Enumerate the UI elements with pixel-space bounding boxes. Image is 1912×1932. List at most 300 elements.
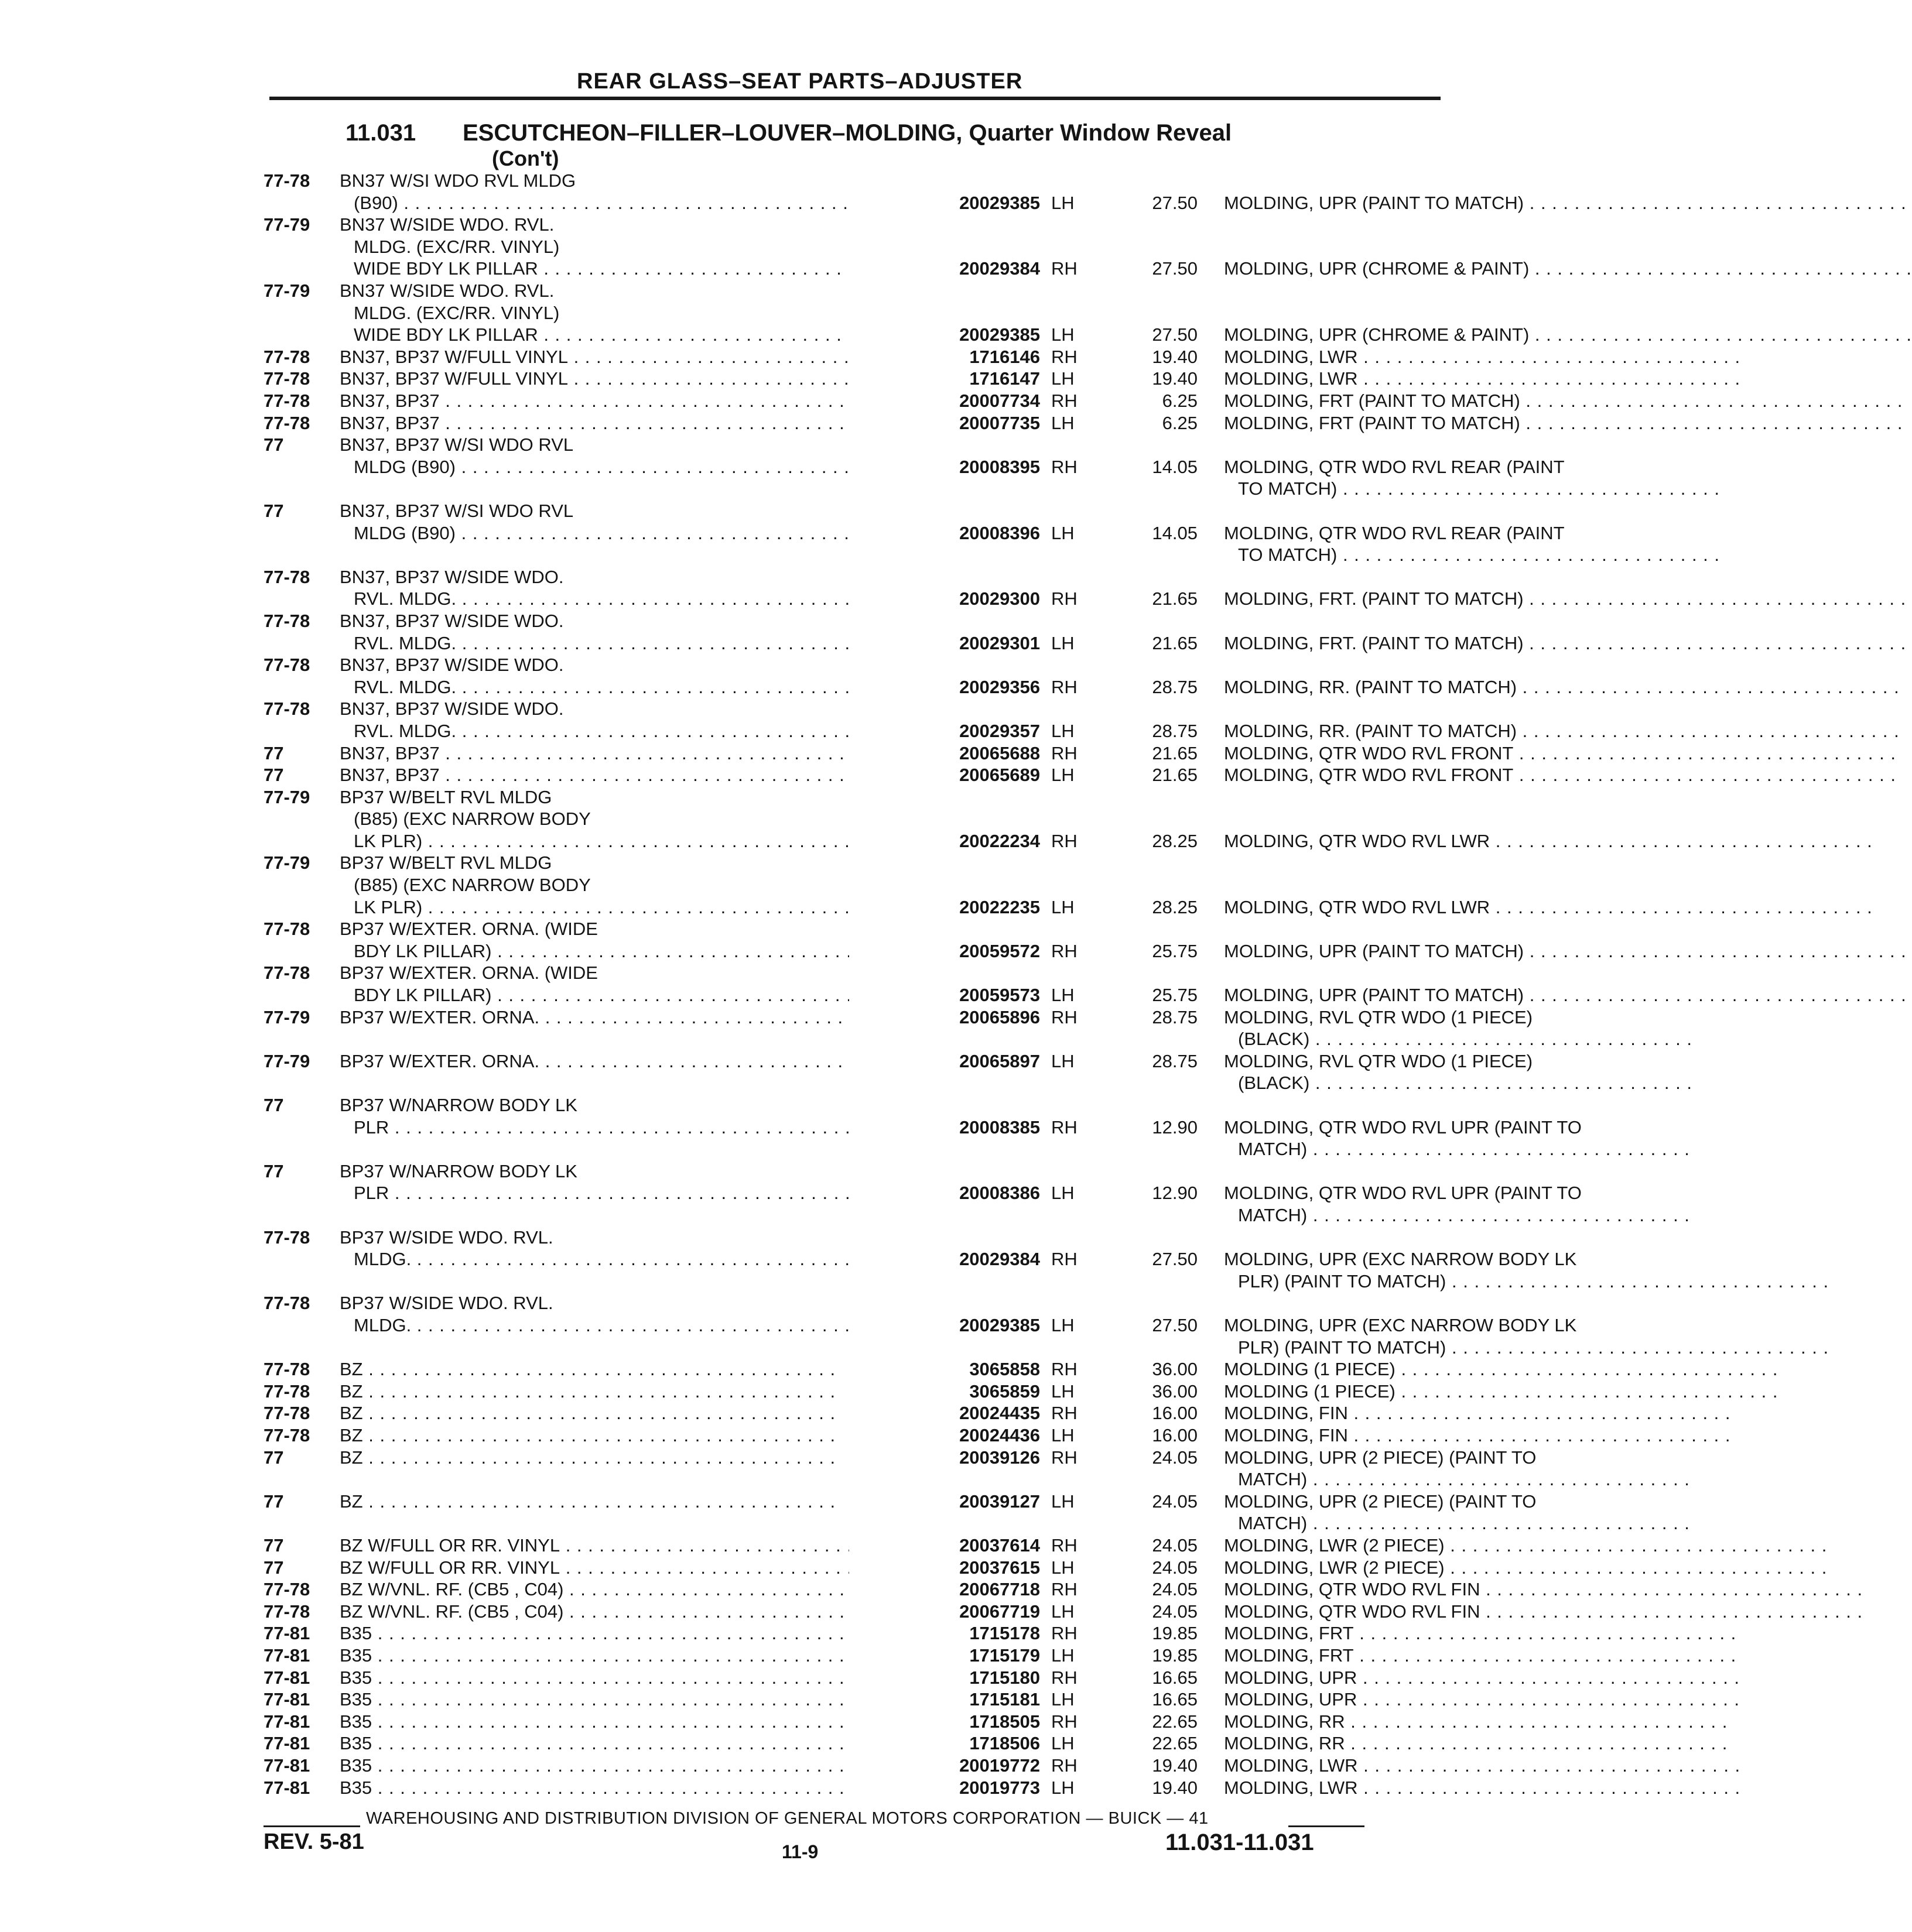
list-price: 19.85 <box>1152 1623 1198 1644</box>
description-line: BZ . . . <box>340 1447 911 1469</box>
description-line: BN37, BP37 W/FULL VINYL . . . <box>340 346 911 368</box>
parts-row <box>264 390 1520 412</box>
part-name <box>1224 1381 1634 1403</box>
list-price: 22.65 <box>1152 1711 1198 1732</box>
part-number: 20029300 <box>849 588 1040 610</box>
parts-row <box>264 1777 1376 1799</box>
description-line: B35 . . . <box>340 1622 911 1645</box>
part-number: 20029385 <box>849 324 1040 346</box>
parts-row <box>264 1447 1537 1491</box>
parts-row <box>264 1622 1376 1645</box>
part-name <box>1224 1248 1634 1292</box>
side-code: RH <box>1051 588 1078 609</box>
part-name-line: MOLDING, RVL QTR WDO (1 PIECE) <box>1224 1050 1533 1071</box>
description-line: RVL. MLDG. . . . <box>340 676 911 698</box>
application-description <box>340 1534 911 1557</box>
part-name <box>1224 1777 1634 1799</box>
description-line: BN37, BP37 W/SI WDO RVL <box>340 500 574 521</box>
part-name <box>1224 324 1634 346</box>
application-description <box>340 1557 911 1579</box>
part-number: 20067719 <box>849 1601 1040 1623</box>
parts-row <box>264 1667 1376 1689</box>
description-line: BZ . . . <box>340 1424 911 1447</box>
part-name <box>1224 368 1634 390</box>
part-number: 20019772 <box>849 1755 1040 1777</box>
part-name <box>1224 1006 1634 1050</box>
list-price: 12.90 <box>1152 1116 1198 1138</box>
list-price: 27.50 <box>1152 258 1198 279</box>
part-name-line: MOLDING, QTR WDO RVL LWR . . . <box>1224 896 1634 919</box>
part-name-line: MATCH) . . . <box>1224 1138 1634 1160</box>
list-price: 24.05 <box>1152 1534 1198 1556</box>
part-name <box>1224 764 1634 786</box>
part-number: 20039126 <box>849 1447 1040 1469</box>
model-year: 77-78 <box>264 1381 310 1402</box>
description-line: MLDG (B90) . . . <box>340 456 911 478</box>
description-line: BP37 W/EXTER. ORNA. (WIDE <box>340 919 598 940</box>
application-description <box>340 368 911 390</box>
part-name <box>1224 1688 1634 1711</box>
parts-row <box>264 1534 1445 1557</box>
list-price: 28.75 <box>1152 676 1198 697</box>
part-number: 20029385 <box>849 1314 1040 1337</box>
parts-row <box>264 500 1565 566</box>
list-price: 24.05 <box>1152 1491 1198 1512</box>
part-number: 20008396 <box>849 522 1040 544</box>
parts-row <box>264 1094 1582 1160</box>
application-description <box>340 1447 911 1469</box>
application-description <box>340 852 911 918</box>
page-number: 11-9 <box>782 1841 819 1862</box>
part-number: 20022234 <box>849 830 1040 852</box>
side-code: LH <box>1051 1425 1075 1445</box>
part-number: 1716147 <box>849 368 1040 390</box>
description-line: RVL. MLDG. . . . <box>340 632 911 655</box>
description-line: BP37 W/SIDE WDO. RVL. <box>340 1227 553 1248</box>
parts-row <box>264 764 1514 786</box>
part-number: 20022235 <box>849 896 1040 919</box>
description-line: BN37 W/SIDE WDO. RVL. <box>340 280 555 301</box>
part-name <box>1224 1491 1634 1534</box>
part-number: 1715179 <box>849 1645 1040 1667</box>
side-code: RH <box>1051 940 1078 961</box>
model-year: 77-78 <box>264 655 310 676</box>
part-name <box>1224 1601 1634 1623</box>
description-line: BN37, BP37 W/SIDE WDO. <box>340 566 564 587</box>
side-code: RH <box>1051 1711 1078 1732</box>
part-name <box>1224 1578 1634 1601</box>
section-continued: (Con't) <box>492 146 559 170</box>
parts-row <box>264 1227 1577 1293</box>
part-number: 20008385 <box>849 1116 1040 1139</box>
part-name-line: MOLDING, FRT (PAINT TO MATCH) . . . <box>1224 390 1634 412</box>
description-line: BN37 W/SIDE WDO. RVL. <box>340 214 555 235</box>
description-line: RVL. MLDG. . . . <box>340 588 911 610</box>
description-line: B35 . . . <box>340 1777 911 1799</box>
model-year: 77-81 <box>264 1667 310 1688</box>
description-line: WIDE BDY LK PILLAR . . . <box>340 324 911 346</box>
part-name-line: PLR) (PAINT TO MATCH) . . . <box>1224 1337 1634 1359</box>
part-name <box>1224 1557 1634 1579</box>
part-name <box>1224 1534 1634 1557</box>
parts-row <box>264 1711 1376 1733</box>
model-year: 77-81 <box>264 1777 310 1798</box>
part-name <box>1224 456 1634 500</box>
model-year: 77-78 <box>264 1601 310 1622</box>
description-line: PLR . . . <box>340 1116 911 1139</box>
part-name-line: MOLDING, UPR (PAINT TO MATCH) . . . <box>1224 192 1634 214</box>
page-title: REAR GLASS–SEAT PARTS–ADJUSTER <box>577 69 1023 94</box>
parts-row <box>264 434 1565 500</box>
list-price: 28.75 <box>1152 1006 1198 1027</box>
application-description <box>340 1622 911 1645</box>
description-line: (B85) (EXC NARROW BODY <box>354 809 591 830</box>
parts-row <box>264 1601 1480 1623</box>
side-code: LH <box>1051 1381 1075 1402</box>
list-price: 12.90 <box>1152 1183 1198 1204</box>
part-number: 3065859 <box>849 1381 1040 1403</box>
description-line: BN37, BP37 . . . <box>340 742 911 765</box>
part-number: 20039127 <box>849 1491 1040 1513</box>
side-code: RH <box>1051 1623 1078 1644</box>
list-price: 27.50 <box>1152 1249 1198 1270</box>
part-number: 20019773 <box>849 1777 1040 1799</box>
part-name <box>1224 720 1634 742</box>
side-code: RH <box>1051 676 1078 697</box>
part-name <box>1224 676 1634 698</box>
side-code: RH <box>1051 1755 1078 1776</box>
description-line: BN37, BP37 W/SIDE WDO. <box>340 698 564 720</box>
section-range: 11.031-11.031 <box>1165 1830 1314 1855</box>
part-name-line: MOLDING, QTR WDO RVL FIN . . . <box>1224 1601 1634 1623</box>
list-price: 16.65 <box>1152 1667 1198 1688</box>
list-price: 19.85 <box>1152 1645 1198 1666</box>
model-year: 77 <box>264 1534 284 1556</box>
part-number: 20059573 <box>849 984 1040 1006</box>
part-number: 20065688 <box>849 742 1040 765</box>
part-name <box>1224 896 1634 919</box>
application-description <box>340 1094 911 1138</box>
list-price: 14.05 <box>1152 522 1198 543</box>
side-code: LH <box>1051 632 1075 653</box>
part-number: 20065897 <box>849 1050 1040 1073</box>
list-price: 27.50 <box>1152 324 1198 345</box>
list-price: 21.65 <box>1152 742 1198 763</box>
model-year: 77-78 <box>264 566 310 587</box>
part-number: 1716146 <box>849 346 1040 368</box>
parts-row <box>264 1424 1376 1447</box>
model-year: 77-79 <box>264 214 310 235</box>
parts-row <box>264 610 1524 654</box>
side-code: LH <box>1051 324 1075 345</box>
model-year: 77-81 <box>264 1689 310 1710</box>
part-name <box>1224 1182 1634 1226</box>
description-line: BN37, BP37 W/FULL VINYL . . . <box>340 368 911 390</box>
application-description <box>340 962 911 1006</box>
side-code: LH <box>1051 1733 1075 1754</box>
list-price: 28.25 <box>1152 896 1198 917</box>
list-price: 27.50 <box>1152 192 1198 213</box>
description-line: B35 . . . <box>340 1688 911 1711</box>
list-price: 24.05 <box>1152 1601 1198 1622</box>
part-name <box>1224 346 1634 368</box>
footer-rule-right <box>1288 1825 1364 1827</box>
model-year: 77-81 <box>264 1711 310 1732</box>
side-code: RH <box>1051 456 1078 477</box>
application-description <box>340 566 911 610</box>
application-description <box>340 1358 911 1381</box>
part-name <box>1224 984 1634 1006</box>
part-number: 20037615 <box>849 1557 1040 1579</box>
part-name-line: MOLDING, LWR . . . <box>1224 1777 1634 1799</box>
application-description <box>340 434 911 478</box>
list-price: 19.40 <box>1152 1755 1198 1776</box>
parts-row <box>264 1645 1376 1667</box>
description-line: BP37 W/NARROW BODY LK <box>340 1095 577 1116</box>
part-number: 3065858 <box>849 1358 1040 1381</box>
side-code: LH <box>1051 522 1075 543</box>
part-name-line: MOLDING (1 PIECE) . . . <box>1224 1358 1634 1381</box>
part-number: 20029384 <box>849 258 1040 280</box>
application-description <box>340 742 911 765</box>
part-number: 20059572 <box>849 940 1040 962</box>
description-line: BN37, BP37 W/SI WDO RVL <box>340 434 574 455</box>
part-number: 1715180 <box>849 1667 1040 1689</box>
model-year: 77 <box>264 1557 284 1578</box>
part-number: 1715181 <box>849 1688 1040 1711</box>
side-code: RH <box>1051 1006 1078 1027</box>
part-number: 20029385 <box>849 192 1040 214</box>
description-line: BN37, BP37 . . . <box>340 390 911 412</box>
part-name-line: MOLDING, FRT . . . <box>1224 1622 1634 1645</box>
description-line: BP37 W/SIDE WDO. RVL. <box>340 1293 553 1314</box>
application-description <box>340 764 911 786</box>
side-code: LH <box>1051 1777 1075 1798</box>
part-name-line: MOLDING, RR. (PAINT TO MATCH) . . . <box>1224 720 1634 742</box>
description-line: B35 . . . <box>340 1645 911 1667</box>
side-code: RH <box>1051 1403 1078 1424</box>
description-line: BN37, BP37 . . . <box>340 764 911 786</box>
part-name-line: MOLDING (1 PIECE) . . . <box>1224 1381 1634 1403</box>
part-name-line: MOLDING, QTR WDO RVL FRONT . . . <box>1224 742 1634 765</box>
application-description <box>340 1667 911 1689</box>
list-price: 36.00 <box>1152 1381 1198 1402</box>
application-description <box>340 1777 911 1799</box>
part-name-line: TO MATCH) . . . <box>1224 478 1634 500</box>
part-name <box>1224 1314 1634 1358</box>
side-code: RH <box>1051 390 1078 411</box>
list-price: 16.00 <box>1152 1403 1198 1424</box>
part-name-line: MOLDING, UPR . . . <box>1224 1667 1634 1689</box>
parts-row <box>264 962 1524 1006</box>
parts-row <box>264 742 1514 765</box>
part-name-line: MOLDING, QTR WDO RVL UPR (PAINT TO <box>1224 1183 1582 1204</box>
description-line: BN37 W/SI WDO RVL MLDG <box>340 170 576 191</box>
description-line: MLDG. . . . <box>340 1248 911 1270</box>
part-number: 20067718 <box>849 1578 1040 1601</box>
application-description <box>340 1381 911 1403</box>
list-price: 6.25 <box>1162 390 1198 411</box>
description-line: BZ . . . <box>340 1491 911 1513</box>
description-line: WIDE BDY LK PILLAR . . . <box>340 258 911 280</box>
side-code: RH <box>1051 1116 1078 1138</box>
part-name-line: MOLDING, UPR (PAINT TO MATCH) . . . <box>1224 984 1634 1006</box>
part-name-line: MOLDING, RR. (PAINT TO MATCH) . . . <box>1224 676 1634 698</box>
part-number: 20008386 <box>849 1182 1040 1204</box>
side-code: RH <box>1051 1534 1078 1556</box>
model-year: 77-78 <box>264 610 310 631</box>
part-number: 20029384 <box>849 1248 1040 1270</box>
application-description <box>340 1755 911 1777</box>
part-name-line: MOLDING, LWR . . . <box>1224 346 1634 368</box>
side-code: LH <box>1051 765 1075 786</box>
description-line: B35 . . . <box>340 1755 911 1777</box>
part-number: 20007734 <box>849 390 1040 412</box>
description-line: BP37 W/NARROW BODY LK <box>340 1160 577 1181</box>
model-year: 77-79 <box>264 786 310 807</box>
part-name-line: MOLDING, LWR . . . <box>1224 368 1634 390</box>
side-code: LH <box>1051 1491 1075 1512</box>
model-year: 77-78 <box>264 390 310 411</box>
footer-rule-left <box>264 1825 360 1827</box>
part-name-line: MOLDING, FIN . . . <box>1224 1424 1634 1447</box>
side-code: LH <box>1051 1557 1075 1578</box>
application-description <box>340 1227 911 1270</box>
part-number: 20024435 <box>849 1402 1040 1424</box>
list-price: 28.75 <box>1152 1050 1198 1071</box>
list-price: 19.40 <box>1152 346 1198 367</box>
description-line: MLDG. (EXC/RR. VINYL) <box>354 302 560 323</box>
part-name-line: MOLDING, FIN . . . <box>1224 1402 1634 1424</box>
part-name <box>1224 522 1634 566</box>
side-code: LH <box>1051 1645 1075 1666</box>
parts-row <box>264 1381 1395 1403</box>
list-price: 19.40 <box>1152 368 1198 389</box>
part-name <box>1224 1402 1634 1424</box>
part-name <box>1224 1645 1634 1667</box>
model-year: 77-79 <box>264 1006 310 1027</box>
model-year: 77-78 <box>264 1293 310 1314</box>
list-price: 16.00 <box>1152 1425 1198 1445</box>
part-number: 20024436 <box>849 1424 1040 1447</box>
page-header <box>269 69 1441 100</box>
side-code: RH <box>1051 1447 1078 1468</box>
part-name <box>1224 412 1634 434</box>
application-description <box>340 786 911 852</box>
description-line: BP37 W/EXTER. ORNA. (WIDE <box>340 962 598 984</box>
application-description <box>340 1688 911 1711</box>
part-name-line: PLR) (PAINT TO MATCH) . . . <box>1224 1270 1634 1293</box>
parts-row <box>264 1402 1376 1424</box>
model-year: 77 <box>264 1160 284 1181</box>
description-line: MLDG (B90) . . . <box>340 522 911 544</box>
part-name <box>1224 1667 1634 1689</box>
part-number: 20037614 <box>849 1534 1040 1557</box>
application-description <box>340 918 911 962</box>
parts-row <box>264 918 1524 962</box>
part-name <box>1224 830 1634 852</box>
side-code: LH <box>1051 1689 1075 1710</box>
list-price: 25.75 <box>1152 985 1198 1006</box>
side-code: LH <box>1051 1601 1075 1622</box>
side-code: LH <box>1051 720 1075 741</box>
list-price: 16.65 <box>1152 1689 1198 1710</box>
list-price: 21.65 <box>1152 588 1198 609</box>
part-name <box>1224 1358 1634 1381</box>
part-name-line: MOLDING, QTR WDO RVL UPR (PAINT TO <box>1224 1116 1582 1138</box>
description-line: BP37 W/BELT RVL MLDG <box>340 786 552 807</box>
parts-row <box>264 346 1376 368</box>
part-number: 20029357 <box>849 720 1040 742</box>
model-year: 77 <box>264 434 284 455</box>
application-description <box>340 1050 911 1073</box>
application-description <box>340 1292 911 1336</box>
part-name-line: (BLACK) . . . <box>1224 1028 1634 1050</box>
side-code: RH <box>1051 830 1078 851</box>
model-year: 77 <box>264 1095 284 1116</box>
description-line: B35 . . . <box>340 1711 911 1733</box>
side-code: RH <box>1051 1249 1078 1270</box>
list-price: 21.65 <box>1152 632 1198 653</box>
model-year: 77-81 <box>264 1623 310 1644</box>
side-code: RH <box>1051 346 1078 367</box>
part-number: 20065896 <box>849 1006 1040 1029</box>
parts-row <box>264 280 1530 346</box>
parts-row <box>264 1578 1480 1601</box>
part-name-line: MOLDING, FRT. (PAINT TO MATCH) . . . <box>1224 588 1634 610</box>
parts-row <box>264 1755 1376 1777</box>
part-name <box>1224 588 1634 610</box>
parts-row <box>264 852 1490 918</box>
part-name <box>1224 632 1634 655</box>
model-year: 77-81 <box>264 1733 310 1754</box>
description-line: MLDG. . . . <box>340 1314 911 1337</box>
description-line: RVL. MLDG. . . . <box>340 720 911 742</box>
parts-row <box>264 1688 1376 1711</box>
description-line: BZ W/VNL. RF. (CB5 , C04) . . . <box>340 1601 911 1623</box>
side-code: LH <box>1051 896 1075 917</box>
part-number: 20065689 <box>849 764 1040 786</box>
part-name-line: MOLDING, UPR (2 PIECE) (PAINT TO <box>1224 1447 1537 1468</box>
part-name-line: MOLDING, LWR (2 PIECE) . . . <box>1224 1534 1634 1557</box>
parts-row <box>264 214 1530 280</box>
description-line: BP37 W/BELT RVL MLDG <box>340 852 552 873</box>
application-description <box>340 1006 911 1029</box>
list-price: 28.75 <box>1152 720 1198 741</box>
application-description <box>340 1491 911 1513</box>
side-code: LH <box>1051 1050 1075 1071</box>
part-name-line: MOLDING, RR . . . <box>1224 1732 1634 1755</box>
model-year: 77-79 <box>264 852 310 873</box>
part-number: 20029301 <box>849 632 1040 655</box>
description-line: LK PLR) . . . <box>340 896 911 919</box>
description-line: LK PLR) . . . <box>340 830 911 852</box>
application-description <box>340 610 911 654</box>
application-description <box>340 412 911 434</box>
parts-row <box>264 1292 1577 1358</box>
parts-row <box>264 1050 1533 1094</box>
model-year: 77-81 <box>264 1645 310 1666</box>
application-description <box>340 1578 911 1601</box>
part-name <box>1224 1447 1634 1491</box>
parts-row <box>264 698 1517 742</box>
side-code: RH <box>1051 1359 1078 1380</box>
model-year: 77-78 <box>264 368 310 389</box>
description-line: BZ W/VNL. RF. (CB5 , C04) . . . <box>340 1578 911 1601</box>
part-name-line: (BLACK) . . . <box>1224 1072 1634 1094</box>
side-code: LH <box>1051 1183 1075 1204</box>
part-name <box>1224 1424 1634 1447</box>
